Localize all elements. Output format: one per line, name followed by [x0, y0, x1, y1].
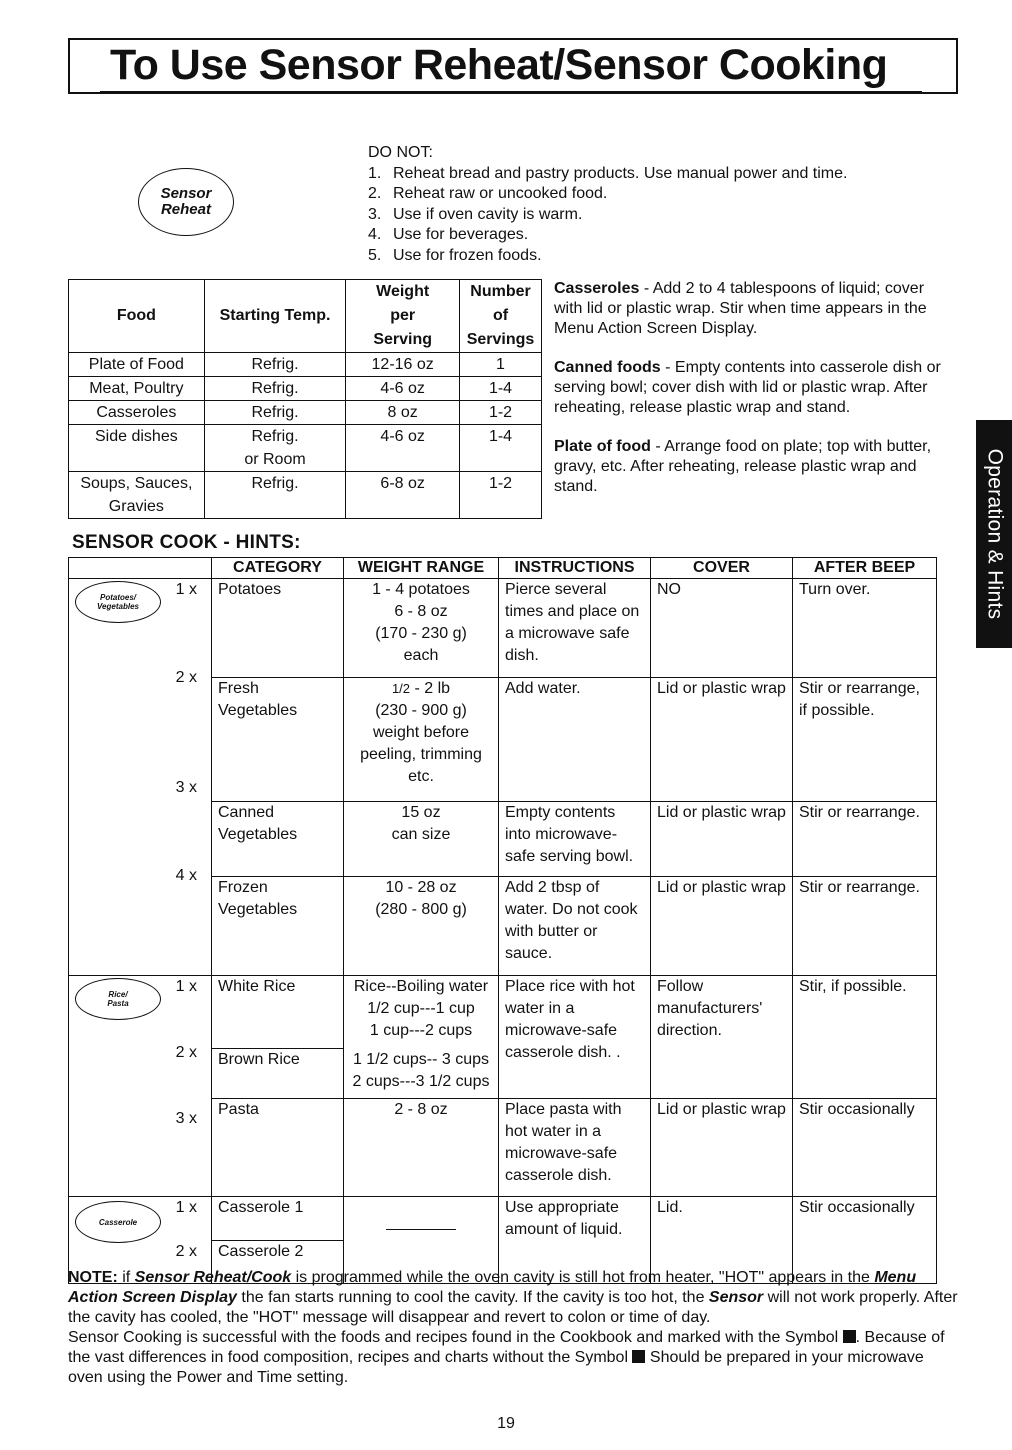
dash-divider [386, 1229, 456, 1230]
list-item: 4. Use for beverages. [368, 226, 529, 243]
header-cover: COVER [651, 558, 793, 579]
sensor-reheat-badge-icon [138, 168, 234, 236]
press-count: 4 x [175, 867, 197, 884]
section-tab: Operation & Hints [976, 420, 1012, 648]
badge-line: Sensor [160, 185, 212, 202]
sensor-symbol-icon [843, 1330, 856, 1343]
sensor-cook-hints-heading: SENSOR COOK - HINTS: [72, 532, 301, 553]
page-title: To Use Sensor Reheat/Sensor Cooking [110, 41, 888, 89]
press-count: 2 x [175, 1243, 197, 1260]
list-item: 1. Reheat bread and pastry products. Use manual power and time. [368, 164, 848, 182]
note-paragraph: Sensor Cooking is successful with the foods and recipes found in the Cookbook and marked with the Symbol . Because of the vast differences in food composition, recipes and charts without the Symbol Should be prepared in your microwave oven using the Power and Time setting. [68, 1329, 945, 1386]
list-item: 3. Use if oven cavity is warm. [368, 205, 583, 223]
do-not-list [368, 143, 847, 266]
press-count: 3 x [175, 779, 197, 796]
table-row: Frozen Vegetables 10 - 28 oz (280 - 800 g) Add 2 tbsp of water. Do not cook with butter or sauce. Lid or plastic wrap Stir or rearrange. [69, 876, 937, 975]
table-row: Casserole 1 x 2 x Casserole 1 Use appropriate amount of liquid. Lid. Stir occasionally [69, 1197, 937, 1241]
rice-pasta-button-icon: Rice/ Pasta [75, 978, 161, 1020]
header-starting-temp: Starting Temp. [204, 280, 346, 353]
press-count: 1 x [175, 1199, 197, 1216]
header-weight: Weight per Serving [346, 280, 460, 353]
press-count: 2 x [175, 669, 197, 686]
header-food: Food [69, 280, 205, 353]
press-count: 1 x [175, 581, 197, 598]
do-not-heading: DO NOT: [368, 144, 433, 161]
table-row: Potatoes/ Vegetables 1 x 2 x 3 x 4 x Potatoes 1 - 4 potatoes 6 - 8 oz (170 - 230 g) each Pierce several times and place on a microwave safe dish. NO Turn over. [69, 579, 937, 678]
header-category: CATEGORY [212, 558, 344, 579]
casserole-button-icon: Casserole [75, 1201, 161, 1243]
sensor-reheat-table [68, 279, 542, 519]
header-button [69, 558, 212, 579]
table-row: Soups, Sauces, Gravies Refrig. 6-8 oz 1-2 [69, 472, 542, 519]
note-casseroles: Casseroles - Add 2 to 4 tablespoons of liquid; cover with lid or plastic wrap. Stir when time appears in the Menu Action Screen Display. [554, 280, 927, 337]
potatoes-vegetables-button-icon: Potatoes/ Vegetables [75, 581, 161, 623]
note-canned-foods: Canned foods - Empty contents into casserole dish or serving bowl; cover dish with lid or plastic wrap. After reheating, release plastic wrap and stand. [554, 359, 941, 416]
table-row: Rice/ Pasta 1 x 2 x 3 x White Rice Rice--Boiling water 1/2 cup---1 cup 1 cup---2 cups Place rice with hot water in a microwave-safe casserole dish. . Follow manufacturers' direction. Stir, if possible. [69, 976, 937, 1049]
header-instructions: INSTRUCTIONS [499, 558, 651, 579]
table-row: Side dishes Refrig. or Room 4-6 oz 1-4 [69, 425, 542, 472]
press-count: 3 x [175, 1110, 197, 1127]
table-row: Brown Rice 1 1/2 cups-- 3 cups 2 cups---3 1/2 cups [69, 1049, 937, 1098]
note-paragraph: NOTE: if Sensor Reheat/Cook is programmed while the oven cavity is still hot from heater, "HOT" appears in the Menu Action Screen Display the fan starts running to cool the cavity. If the cavity is too hot, the Sensor will not work properly. After the cavity has cooled, the "HOT" message will disappear and revert to colon or time of day. [68, 1269, 958, 1326]
header-after-beep: AFTER BEEP [793, 558, 937, 579]
note-plate-of-food: Plate of food - Arrange food on plate; top with butter, gravy, etc. After reheating, release plastic wrap and stand. [554, 438, 932, 495]
reheat-notes [554, 279, 954, 516]
list-item: 5. Use for frozen foods. [368, 246, 542, 264]
table-row: Casseroles Refrig. 8 oz 1-2 [69, 401, 542, 425]
list-item: 2. Reheat raw or uncooked food. [368, 185, 608, 202]
table-row: Canned Vegetables 15 oz can size Empty contents into microwave-safe serving bowl. Lid or plastic wrap Stir or rearrange. [69, 802, 937, 877]
badge-line: Reheat [160, 201, 211, 218]
header-number: Number of Servings [460, 280, 542, 353]
table-row: Plate of Food Refrig. 12-16 oz 1 [69, 353, 542, 377]
table-row: Pasta 2 - 8 oz Place pasta with hot water in a microwave-safe casserole dish. Lid or plastic wrap Stir occasionally [69, 1098, 937, 1196]
table-row: Casserole 2 [69, 1241, 937, 1284]
header-weight-range: WEIGHT RANGE [344, 558, 499, 579]
press-count: 2 x [175, 1044, 197, 1061]
sensor-cook-hints-table [68, 557, 937, 1284]
page-number: 19 [497, 1415, 515, 1432]
table-row: Fresh Vegetables 1/2 - 2 lb (230 - 900 g) weight before peeling, trimming etc. Add water. Lid or plastic wrap Stir or rearrange, if possible. [69, 678, 937, 802]
note-section [68, 1268, 958, 1388]
title-underline [100, 91, 922, 94]
sensor-symbol-icon [632, 1350, 645, 1363]
press-count: 1 x [175, 978, 197, 995]
table-row: Meat, Poultry Refrig. 4-6 oz 1-4 [69, 377, 542, 401]
